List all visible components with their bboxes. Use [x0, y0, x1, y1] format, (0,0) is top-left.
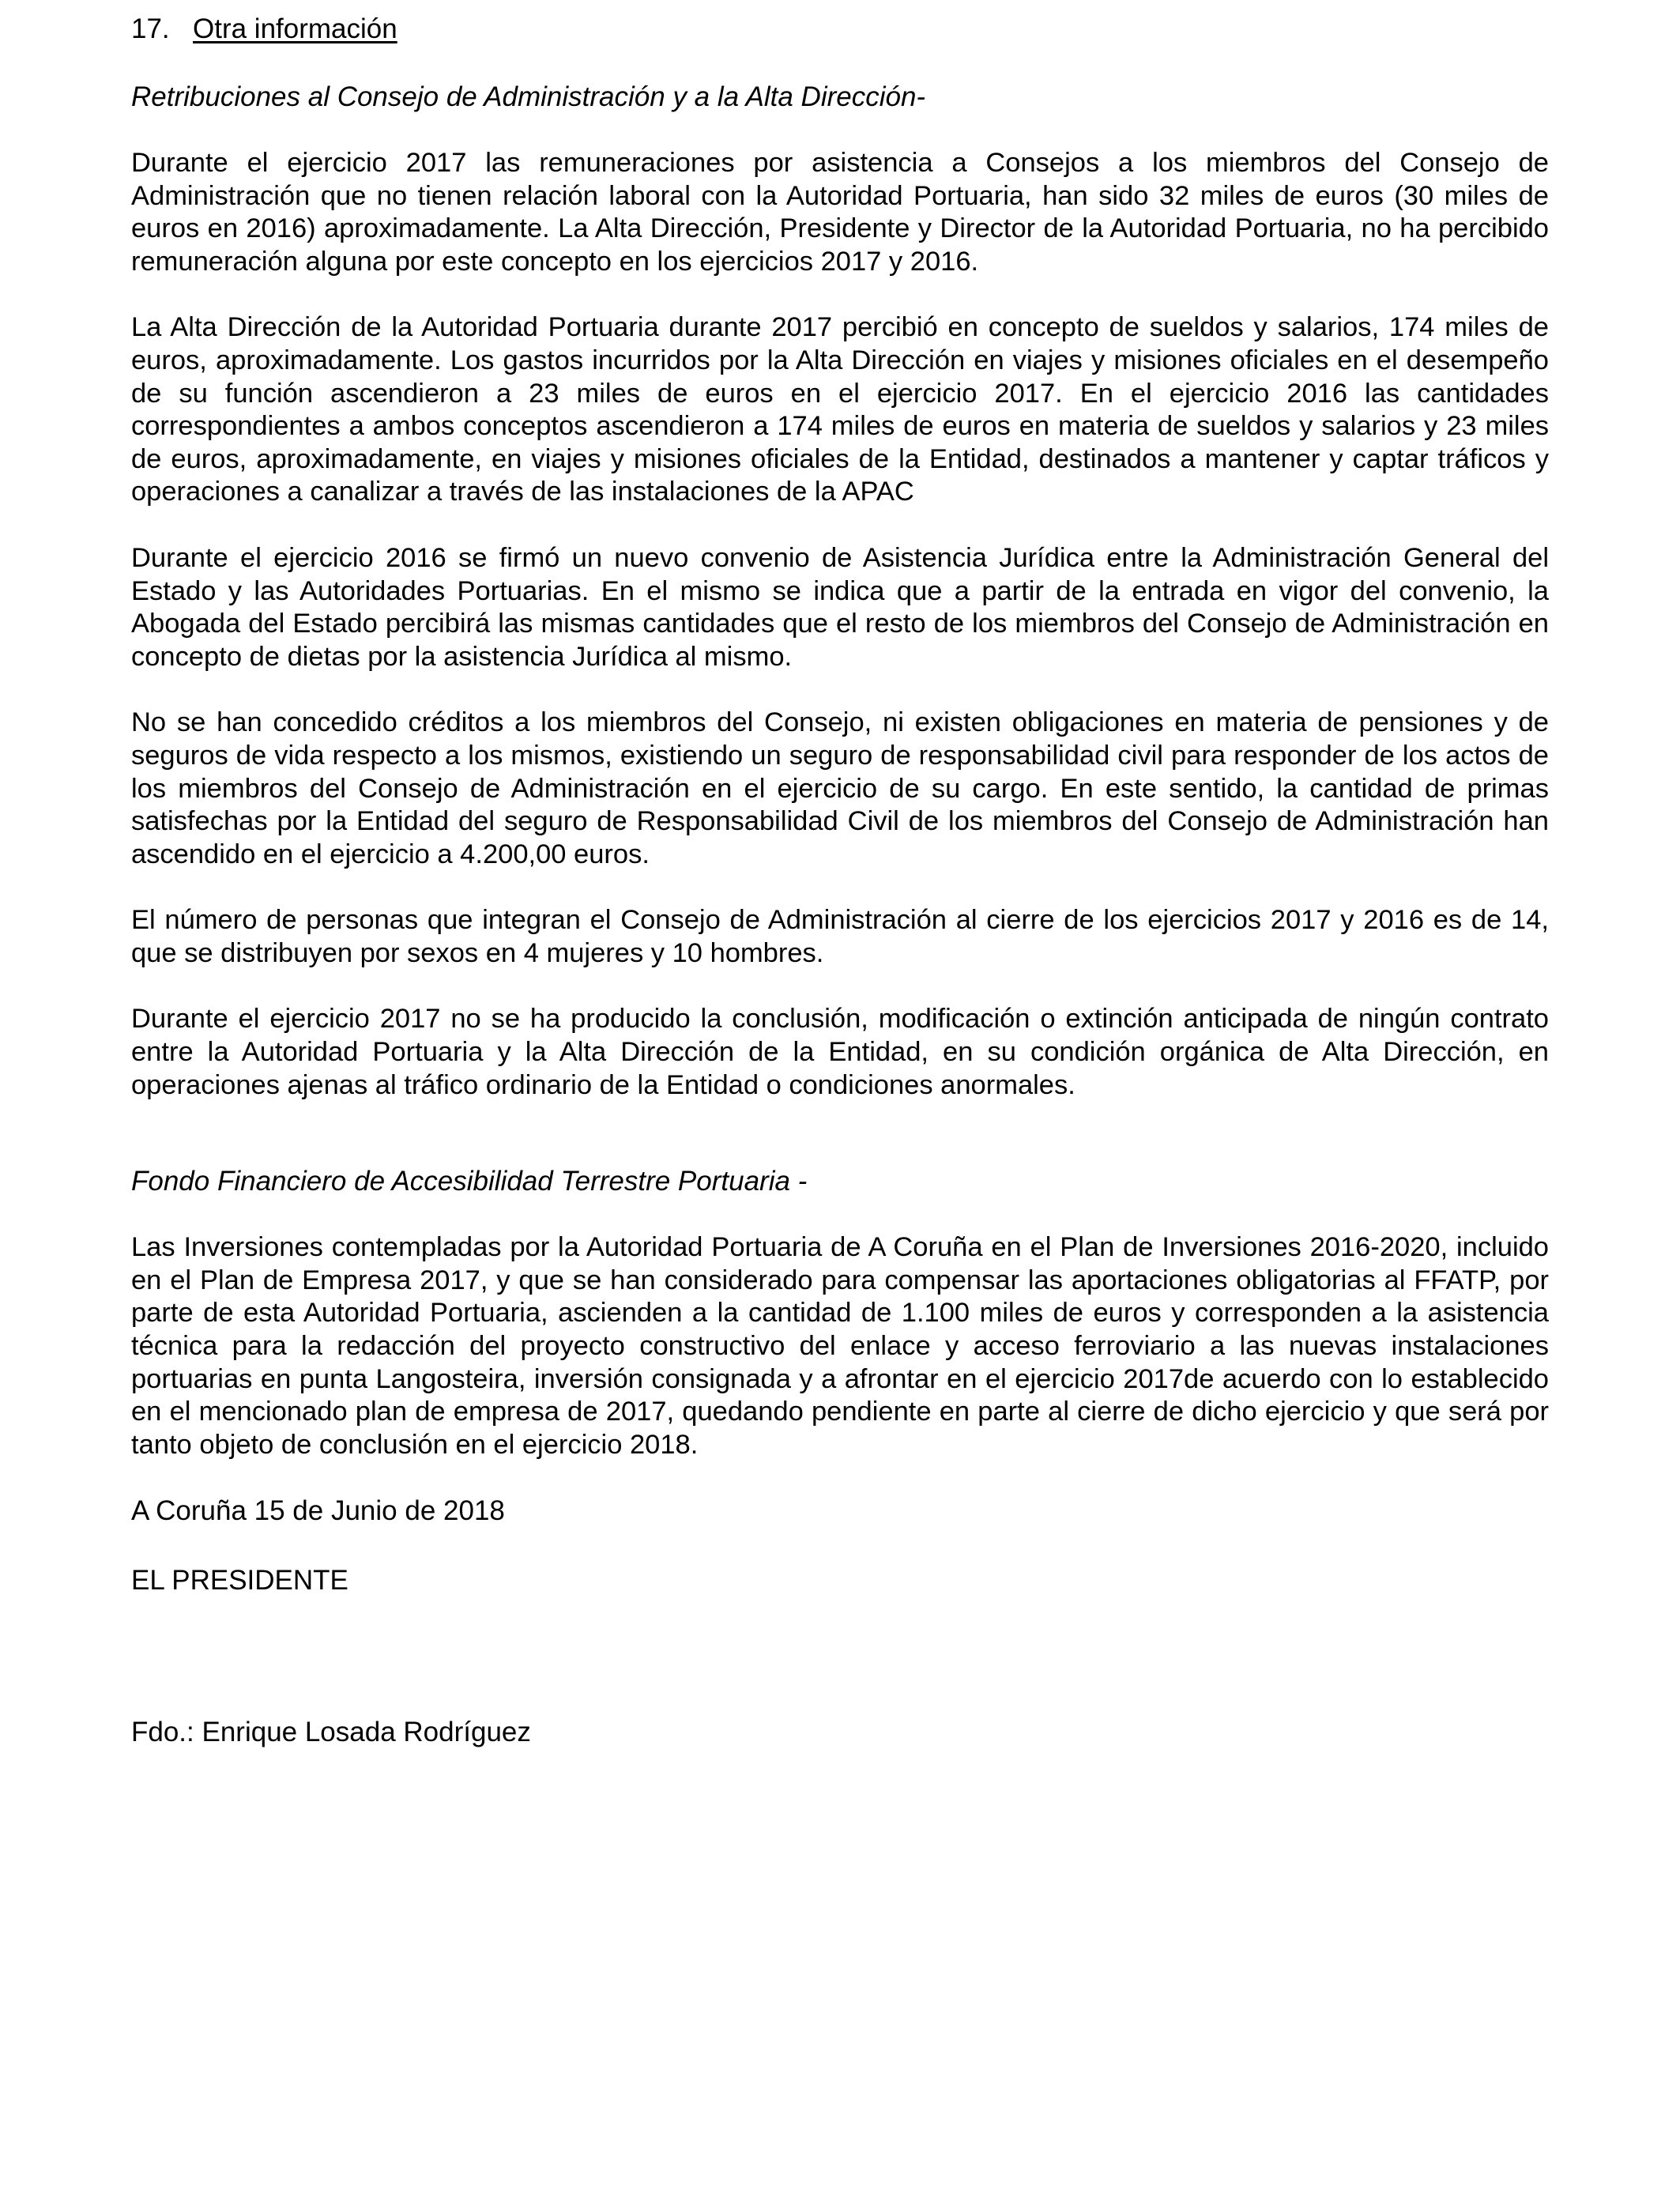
document-page	[131, 11, 1549, 1785]
place-date: A Coruña 15 de Junio de 2018	[131, 1495, 505, 1527]
section-heading	[131, 11, 1549, 47]
signature-line: Fdo.: Enrique Losada Rodríguez	[131, 1717, 531, 1748]
paragraph-contratos-alta-direccion: Durante el ejercicio 2017 no se ha producido la conclusión, modificación o extinción anticipada de ningún contrato entre la Autoridad Portuaria y la Alta Dirección de la Entidad, en su condición orgánica de Alta Dirección, en operaciones ajenas al tráfico ordinario de la Entidad o condiciones anormales.	[131, 1004, 1549, 1100]
fondo-heading: Fondo Financiero de Accesibilidad Terrestre Portuaria -	[131, 1166, 808, 1197]
paragraph-fondo-inversiones: Las Inversiones contempladas por la Autoridad Portuaria de A Coruña en el Plan de Inversiones 2016-2020, incluido en el Plan de Empresa 2017, y que se han considerado para compensar las aportaciones obligatorias al FFATP, por parte de esta Autoridad Portuaria, ascienden a la cantidad de 1.100 miles de euros y corresponden a la asistencia técnica para la redacción del proyecto constructivo del enlace y acceso ferroviario a las nuevas instalaciones portuarias en punta Langosteira, inversión consignada y a afrontar en el ejercicio 2017de acuerdo con lo establecido en el mencionado plan de empresa de 2017, quedando pendiente en parte al cierre de dicho ejercicio y que será por tanto objeto de conclusión en el ejercicio 2018.	[131, 1232, 1549, 1460]
signer-role: EL PRESIDENTE	[131, 1565, 348, 1596]
paragraph-asistencia-juridica: Durante el ejercicio 2016 se firmó un nuevo convenio de Asistencia Jurídica entre la Administración General del Estado y las Autoridades Portuarias. En el mismo se indica que a partir de la entrada en vigor del convenio, la Abogada del Estado percibirá las mismas cantidades que el resto de los miembros del Consejo de Administración en concepto de dietas por la asistencia Jurídica al mismo.	[131, 542, 1549, 672]
paragraph-alta-direccion: La Alta Dirección de la Autoridad Portuaria durante 2017 percibió en concepto de sueldos y salarios, 174 miles de euros, aproximadamente. Los gastos incurridos por la Alta Dirección en viajes y misiones oficiales en el desempeño de su función ascendieron a 23 miles de euros en el ejercicio 2017. En el ejercicio 2016 las cantidades correspondientes a ambos conceptos ascendieron a 174 miles de euros en materia de sueldos y salarios y 23 miles de euros, aproximadamente, en viajes y misiones oficiales de la Entidad, destinados a mantener y captar tráficos y operaciones a canalizar a través de las instalaciones de la APAC	[131, 312, 1549, 507]
paragraph-composicion-consejo: El número de personas que integran el Consejo de Administración al cierre de los ejercicios 2017 y 2016 es de 14, que se distribuyen por sexos en 4 mujeres y 10 hombres.	[131, 905, 1549, 968]
paragraph-creditos-seguros: No se han concedido créditos a los miembros del Consejo, ni existen obligaciones en materia de pensiones y de seguros de vida respecto a los mismos, existiendo un seguro de responsabilidad civil para responder de los actos de los miembros del Consejo de Administración en el ejercicio de su cargo. En este sentido, la cantidad de primas satisfechas por la Entidad del seguro de Responsabilidad Civil de los miembros del Consejo de Administración han ascendido en el ejercicio a 4.200,00 euros.	[131, 707, 1549, 869]
signature-space	[131, 1634, 1549, 1716]
section-title: Otra información	[193, 13, 397, 44]
section-number: 17.	[131, 13, 170, 44]
retribuciones-heading: Retribuciones al Consejo de Administración y a la Alta Dirección-	[131, 81, 926, 112]
paragraph-remuneraciones-consejo: Durante el ejercicio 2017 las remuneraciones por asistencia a Consejos a los miembros del Consejo de Administración que no tienen relación laboral con la Autoridad Portuaria, han sido 32 miles de euros (30 miles de euros en 2016) aproximadamente. La Alta Dirección, Presidente y Director de la Autoridad Portuaria, no ha percibido remuneración alguna por este concepto en los ejercicios 2017 y 2016.	[131, 148, 1549, 277]
